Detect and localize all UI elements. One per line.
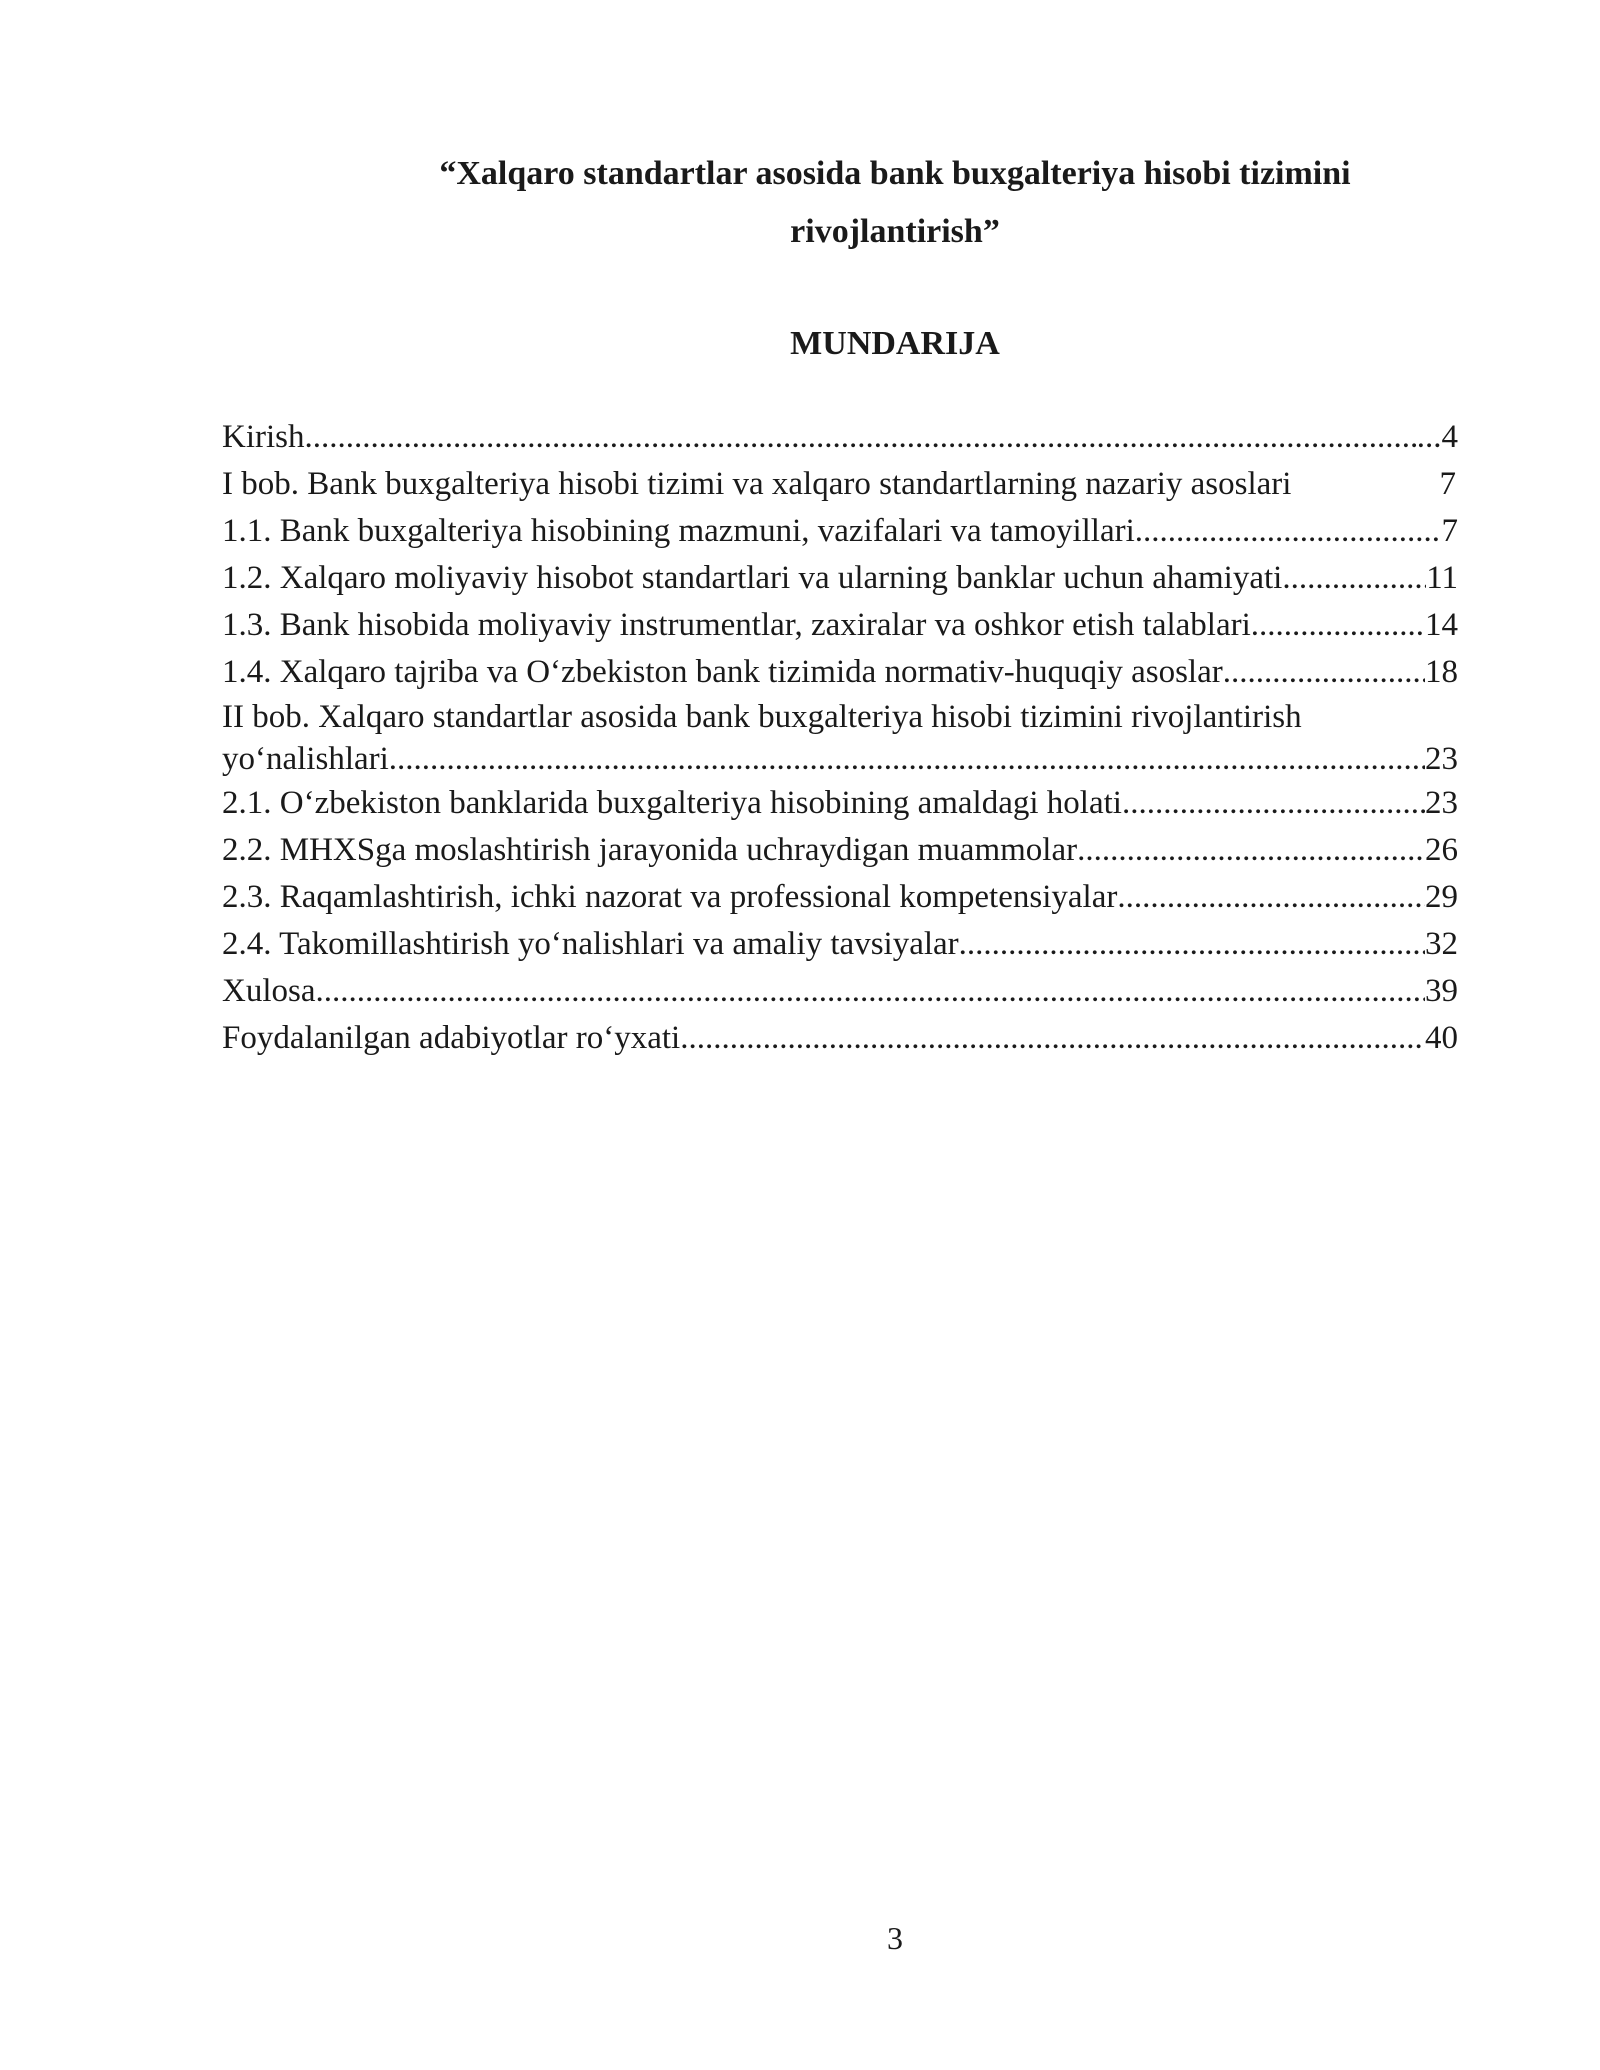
toc-entry-page: 32 xyxy=(1425,926,1458,962)
toc-entry-1-3 xyxy=(222,602,1458,649)
toc-entry-page: 11 xyxy=(1426,560,1458,596)
toc-entry-references xyxy=(222,1015,1458,1062)
toc-entry-label: 2.1. O‘zbekiston banklarida buxgalteriya hisobining amaldagi holati xyxy=(222,785,1122,821)
toc-entry-2-3 xyxy=(222,874,1458,921)
toc-entry-xulosa xyxy=(222,968,1458,1015)
toc-entry-label: Xulosa xyxy=(222,973,316,1009)
toc-entry-2-1 xyxy=(222,780,1458,827)
toc-entry-page: 40 xyxy=(1425,1020,1458,1056)
toc-entry-page: ...4 xyxy=(1416,419,1458,455)
toc-entry-2-4 xyxy=(222,921,1458,968)
table-of-contents xyxy=(222,414,1458,1062)
document-title xyxy=(300,145,1490,261)
toc-entry-1-2 xyxy=(222,555,1458,602)
toc-entry-page: 14 xyxy=(1425,607,1458,643)
toc-entry-label: 1.3. Bank hisobida moliyaviy instrumentlar, zaxiralar va oshkor etish talablari xyxy=(222,607,1251,643)
toc-entry-label: Foydalanilgan adabiyotlar ro‘yxati xyxy=(222,1020,681,1056)
toc-entry-1-4 xyxy=(222,649,1458,696)
toc-entry-chapter-1 xyxy=(222,461,1458,508)
toc-entry-page: 18 xyxy=(1425,654,1458,690)
toc-leader-dots xyxy=(1135,508,1442,555)
toc-entry-label: I bob. Bank buxgalteriya hisobi tizimi va xalqaro standartlarning nazariy asoslari xyxy=(222,466,1292,502)
toc-entry-label: 2.3. Raqamlashtirish, ichki nazorat va professional kompetensiyalar xyxy=(222,879,1118,915)
toc-leader-dots xyxy=(1251,602,1425,649)
toc-entry-page: 29 xyxy=(1425,879,1458,915)
toc-entry-page: 39 xyxy=(1425,973,1458,1009)
toc-leader-dots xyxy=(959,921,1425,968)
toc-entry-page: 7 xyxy=(1439,466,1456,502)
page-number: 3 xyxy=(887,1920,903,1956)
toc-leader-dots xyxy=(305,414,1417,461)
toc-entry-label: 1.4. Xalqaro tajriba va O‘zbekiston bank tizimida normativ-huquqiy asoslar xyxy=(222,654,1223,690)
toc-entry-page: 7 xyxy=(1441,513,1458,549)
toc-entry-page: 23 xyxy=(1425,741,1458,777)
toc-entry-chapter-2-label-line-1: II bob. Xalqaro standartlar asosida bank buxgalteriya hisobi tizimini rivojlantirish xyxy=(222,699,1302,735)
toc-entry-kirish xyxy=(222,414,1458,461)
toc-leader-dots xyxy=(1223,649,1425,696)
toc-leader-dots xyxy=(316,968,1426,1015)
toc-heading: MUNDARIJA xyxy=(790,325,1000,362)
toc-leader-dots xyxy=(680,1015,1425,1062)
toc-entry-2-2 xyxy=(222,827,1458,874)
toc-entry-chapter-2 xyxy=(222,738,1458,780)
toc-entry-label: Kirish xyxy=(222,419,305,455)
toc-entry-page: 26 xyxy=(1425,832,1458,868)
toc-leader-dots xyxy=(1282,555,1426,602)
toc-entry-label: 2.2. MHXSga moslashtirish jarayonida uchraydigan muammolar xyxy=(222,832,1078,868)
toc-entry-1-1 xyxy=(222,508,1458,555)
toc-entry-label: 1.2. Xalqaro moliyaviy hisobot standartlari va ularning banklar uchun ahamiyati xyxy=(222,560,1283,596)
toc-leader-dots xyxy=(1117,874,1425,921)
toc-entry-label: yo‘nalishlari xyxy=(222,741,389,777)
toc-entry-label: 1.1. Bank buxgalteriya hisobining mazmuni, vazifalari va tamoyillari xyxy=(222,513,1135,549)
toc-entry-label: 2.4. Takomillashtirish yo‘nalishlari va amaliy tavsiyalar xyxy=(222,926,959,962)
toc-entry-page: 23 xyxy=(1425,785,1458,821)
toc-leader-dots xyxy=(389,738,1425,780)
toc-leader-dots xyxy=(1122,780,1425,827)
title-line-2: rivojlantirish” xyxy=(790,213,1000,250)
toc-leader-dots xyxy=(1077,827,1425,874)
title-line-1: “Xalqaro standartlar asosida bank buxgalteriya hisobi tizimini xyxy=(439,155,1351,192)
